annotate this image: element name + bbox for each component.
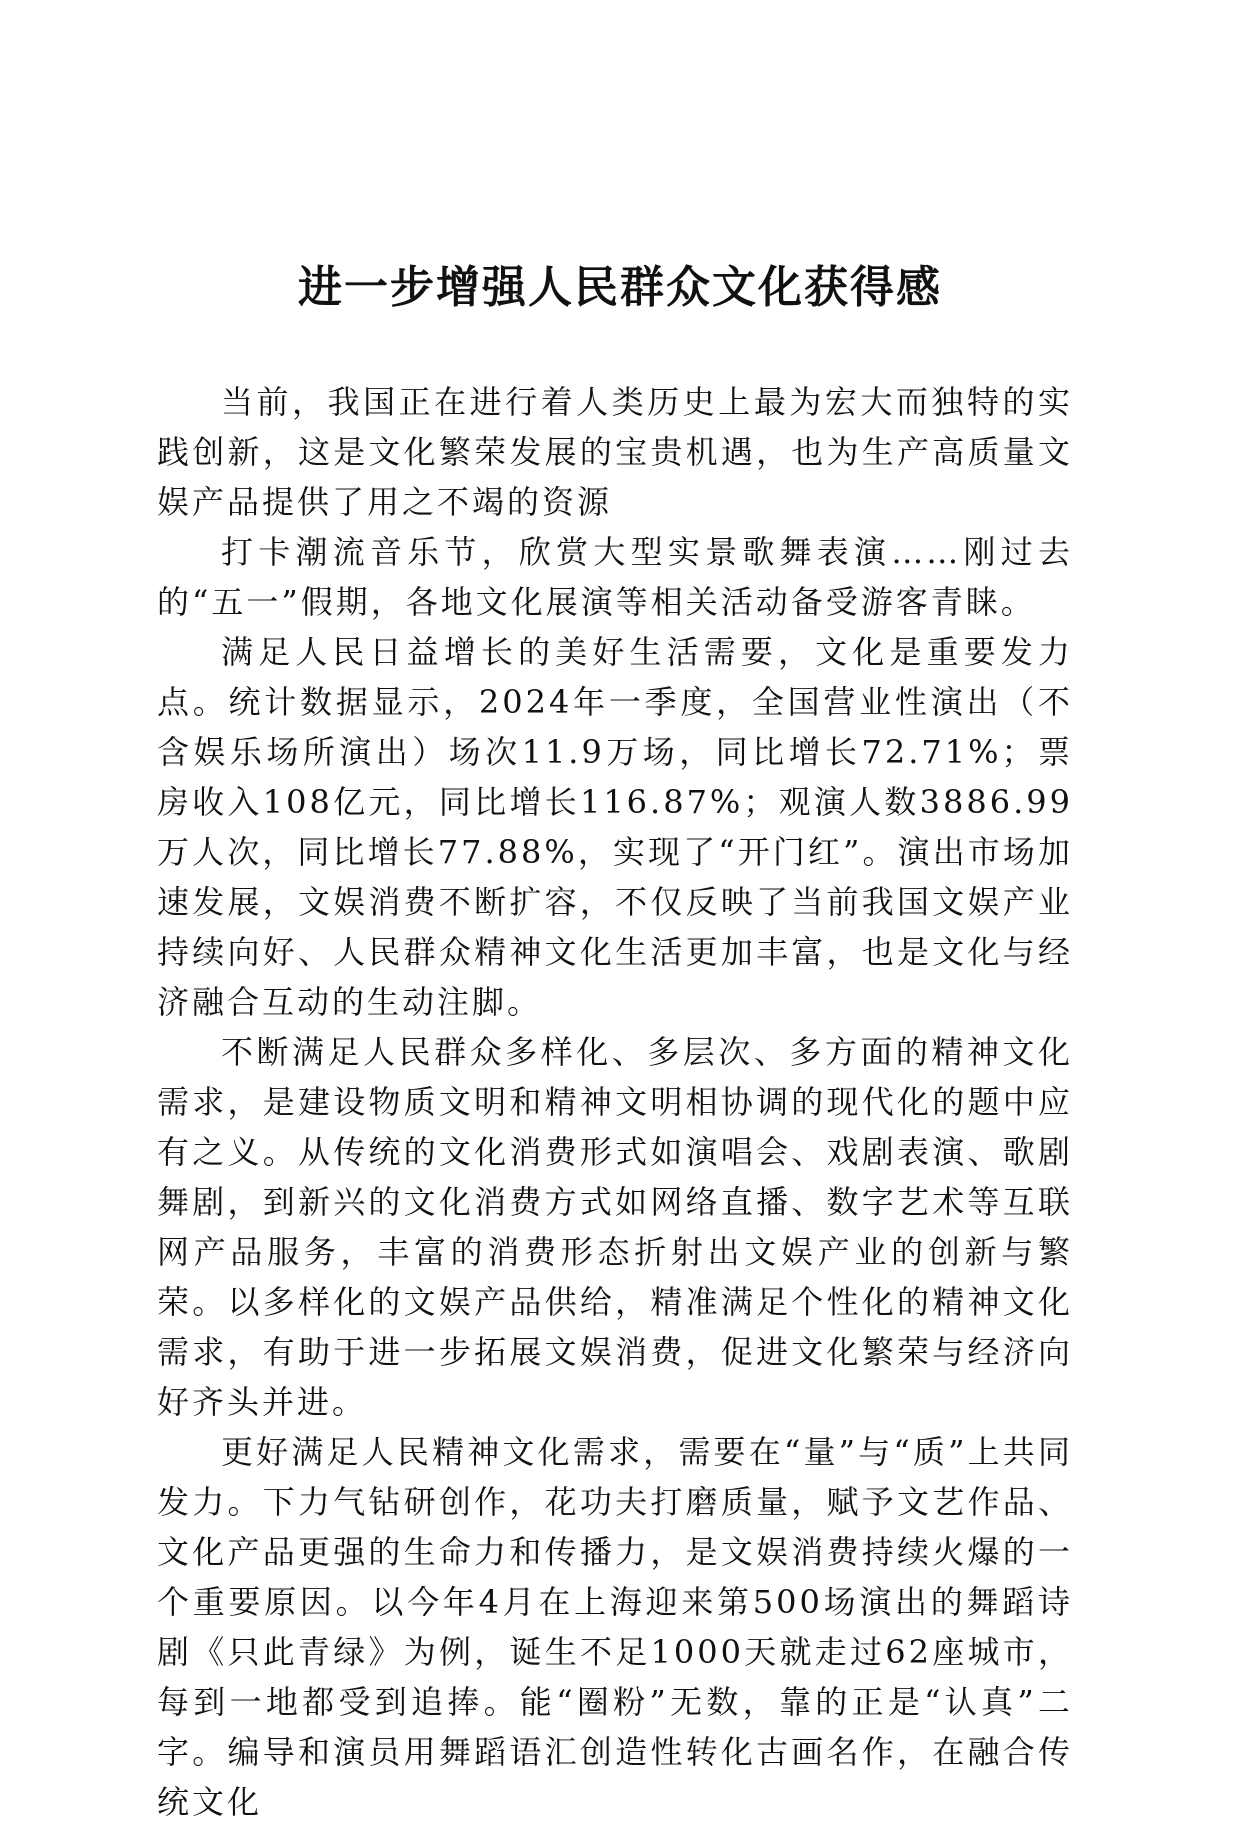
paragraph-holiday: 打卡潮流音乐节，欣赏大型实景歌舞表演……刚过去的“五一”假期，各地文化展演等相关活动备受游客青睐。 bbox=[157, 533, 1073, 621]
paragraph-intro: 当前，我国正在进行着人类历史上最为宏大而独特的实践创新，这是文化繁荣发展的宝贵机遇，也为生产高质量文娱产品提供了用之不竭的资源 bbox=[157, 383, 1073, 521]
document-body bbox=[157, 377, 1073, 1827]
paragraph-diversity: 不断满足人民群众多样化、多层次、多方面的精神文化需求，是建设物质文明和精神文明相协调的现代化的题中应有之义。从传统的文化消费形式如演唱会、戏剧表演、歌剧舞剧，到新兴的文化消费方式如网络直播、数字艺术等互联网产品服务，丰富的消费形态折射出文娱产业的创新与繁荣。以多样化的文娱产品供给，精准满足个性化的精神文化需求，有助于进一步拓展文娱消费，促进文化繁荣与经济向好齐头并进。 bbox=[157, 1033, 1073, 1421]
paragraph-statistics: 满足人民日益增长的美好生活需要，文化是重要发力点。统计数据显示，2024年一季度，全国营业性演出（不含娱乐场所演出）场次11.9万场，同比增长72.71%；票房收入108亿元，同比增长116.87%；观演人数3886.99万人次，同比增长77.88%，实现了“开门红”。演出市场加速发展，文娱消费不断扩容，不仅反映了当前我国文娱产业持续向好、人民群众精神文化生活更加丰富，也是文化与经济融合互动的生动注脚。 bbox=[157, 633, 1073, 1021]
document-title: 进一步增强人民群众文化获得感 bbox=[298, 262, 942, 313]
paragraph-quality: 更好满足人民精神文化需求，需要在“量”与“质”上共同发力。下力气钻研创作，花功夫打磨质量，赋予文艺作品、文化产品更强的生命力和传播力，是文娱消费持续火爆的一个重要原因。以今年4月在上海迎来第500场演出的舞蹈诗剧《只此青绿》为例，诞生不足1000天就走过62座城市，每到一地都受到追捧。能“圈粉”无数，靠的正是“认真”二字。编导和演员用舞蹈语汇创造性转化古画名作，在融合传统文化 bbox=[157, 1433, 1073, 1821]
